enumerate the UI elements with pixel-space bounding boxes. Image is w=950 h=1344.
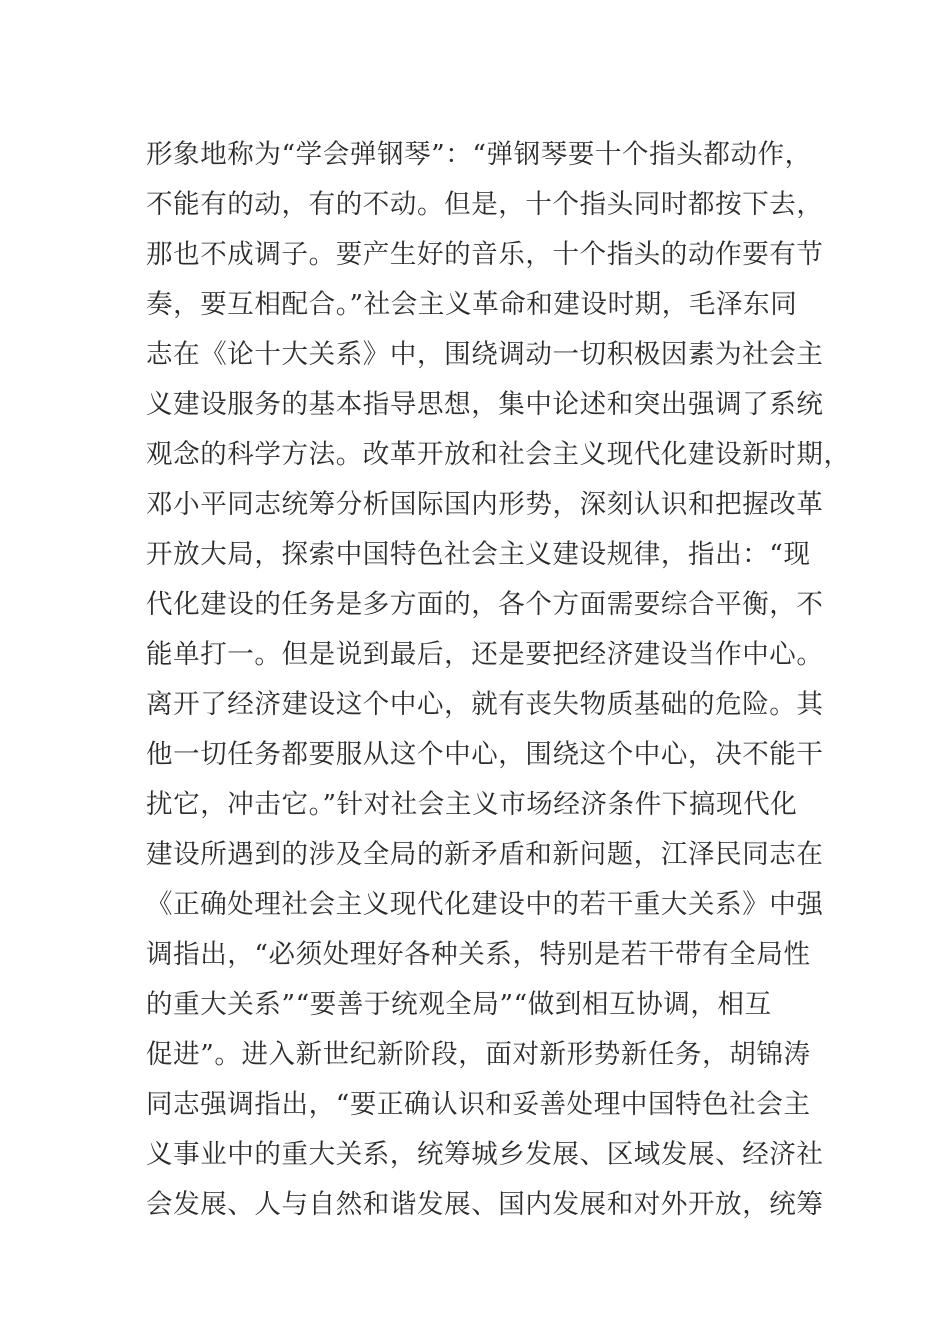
- text-line: 形象地称为“学会弹钢琴”：“弹钢琴要十个指头都动作，: [146, 139, 812, 170]
- text-line: 能单打一。但是说到最后，还是要把经济建设当作中心。: [146, 639, 824, 670]
- body-paragraph: [146, 130, 851, 1230]
- text-line: 开放大局，探索中国特色社会主义建设规律，指出：“现: [146, 539, 811, 570]
- text-line: 建设所遇到的涉及全局的新矛盾和新问题，江泽民同志在: [146, 839, 824, 870]
- text-line: 观念的科学方法。改革开放和社会主义现代化建设新时期，: [146, 439, 851, 470]
- text-line: 志在《论十大关系》中，围绕调动一切积极因素为社会主: [146, 339, 824, 370]
- text-line: 同志强调指出，“要正确认识和妥善处理中国特色社会主: [146, 1089, 811, 1120]
- text-line: 扰它，冲击它。”针对社会主义市场经济条件下搞现代化: [146, 789, 798, 820]
- text-line: 离开了经济建设这个中心，就有丧失物质基础的危险。其: [146, 689, 824, 720]
- text-line: 会发展、人与自然和谐发展、国内发展和对外开放，统筹: [146, 1189, 824, 1220]
- text-line: 邓小平同志统筹分析国际国内形势，深刻认识和把握改革: [146, 489, 824, 520]
- text-line: 义事业中的重大关系，统筹城乡发展、区域发展、经济社: [146, 1139, 824, 1170]
- text-line: 那也不成调子。要产生好的音乐，十个指头的动作要有节: [146, 239, 824, 270]
- text-line: 代化建设的任务是多方面的，各个方面需要综合平衡，不: [146, 589, 824, 620]
- text-line: 奏，要互相配合。”社会主义革命和建设时期，毛泽东同: [146, 289, 798, 320]
- text-line: 促进”。进入新世纪新阶段，面对新形势新任务，胡锦涛: [146, 1039, 811, 1070]
- text-line: 调指出，“必须处理好各种关系，特别是若干带有全局性: [146, 939, 811, 970]
- text-line: 义建设服务的基本指导思想，集中论述和突出强调了系统: [146, 389, 824, 420]
- text-line: 他一切任务都要服从这个中心，围绕这个中心，决不能干: [146, 739, 824, 770]
- text-line: 不能有的动，有的不动。但是，十个指头同时都按下去，: [146, 189, 824, 220]
- text-line: 《正确处理社会主义现代化建设中的若干重大关系》中强: [146, 889, 824, 920]
- text-line: 的重大关系”“要善于统观全局”“做到相互协调，相互: [146, 989, 772, 1020]
